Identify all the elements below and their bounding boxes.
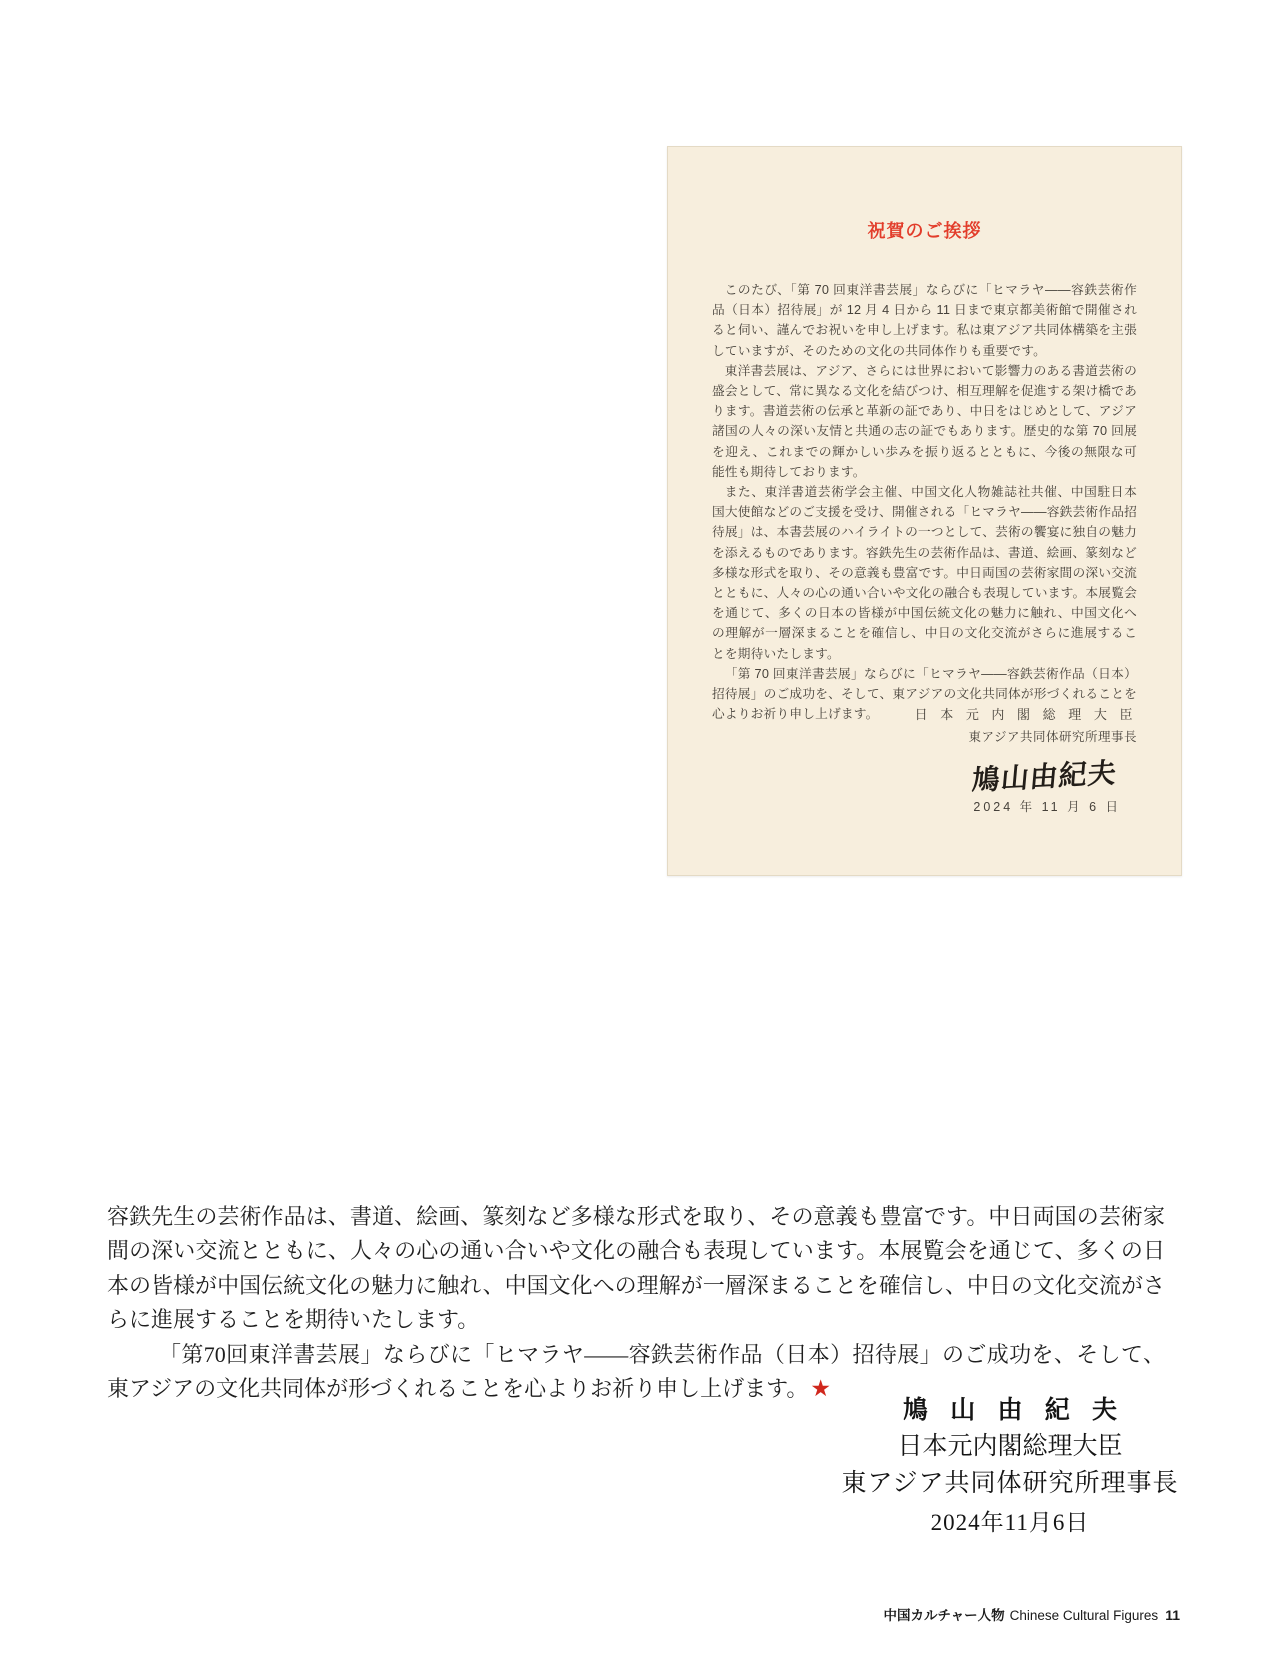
signoff-date: 2024 年 11 月 6 日 bbox=[973, 800, 1121, 814]
letter-card bbox=[667, 146, 1182, 876]
article-paragraph: 容鉄先生の芸術作品は、書道、絵画、篆刻など多様な形式を取り、その意義も豊富です。中日両国の芸術家間の深い交流とともに、人々の心の通い合いや文化の融合も表現しています。本展覧会を通じて、多くの日本の皆様が中国伝統文化の魅力に触れ、中国文化への理解が一層深まることを確信し、中日の文化交流がさらに進展することを期待いたします。 bbox=[107, 1204, 1165, 1333]
page-footer bbox=[884, 1606, 1181, 1625]
journal-title-en: Chinese Cultural Figures bbox=[1009, 1608, 1159, 1623]
signature-wrap bbox=[915, 748, 1137, 797]
signoff-title-former-pm: 日 本 元 内 閣 総 理 大 臣 bbox=[914, 707, 1137, 722]
end-star-icon: ★ bbox=[810, 1376, 831, 1402]
author-title-institute: 東アジア共同体研究所理事長 bbox=[841, 1470, 1179, 1497]
letter-paragraph: また、東洋書道芸術学会主催、中国文化人物雑誌社共催、中国駐日本国大使館などのご支援を受け、開催される「ヒマラヤ——容鉄芸術作品招待展」は、本書芸展のハイライトの一つとして、芸術の饗宴に独自の魅力を添えるものであります。容鉄先生の芸術作品は、書道、絵画、篆刻など多様な形式を取り、その意義も豊富です。中日両国の芸術家間の深い交流とともに、人々の心の通い合いや文化の融合も表現しています。本展覧会を通じて、多くの日本の皆様が中国伝統文化の魅力に触れ、中国文化への理解が一層深まることを確信し、中日の文化交流がさらに進展することを期待いたします。 bbox=[712, 485, 1137, 661]
author-title-former-pm: 日本元内閣総理大臣 bbox=[897, 1433, 1123, 1460]
letter-title: 祝賀のご挨拶 bbox=[867, 221, 982, 241]
letter-paragraph: 東洋書芸展は、アジア、さらには世界において影響力のある書道芸術の盛会として、常に異なる文化を結びつけ、相互理解を促進する架け橋であります。書道芸術の伝承と革新の証であり、中日をはじめとして、アジア諸国の人々の深い友情と共通の志の証でもあります。歴史的な第 70 回展を迎え、これまでの輝かしい歩みを振り返るとともに、今後の無限な可能性も期待しております。 bbox=[712, 363, 1137, 479]
letter-paragraph: 「第 70 回東洋書芸展」ならびに「ヒマラヤ——容鉄芸術作品（日本）招待展」のご成功を、そして、東アジアの文化共同体が形づくれることを心よりお祈り申し上げます。 bbox=[712, 666, 1137, 722]
journal-title-jp: 中国カルチャー人物 bbox=[883, 1608, 1005, 1623]
letter-signoff bbox=[915, 703, 1137, 817]
article-signature-block bbox=[740, 1392, 1270, 1543]
article-body-text bbox=[107, 1200, 1165, 1406]
closing-text: 「第70回東洋書芸展」ならびに「ヒマラヤ——容鉄芸術作品（日本）招待展」のご成功を、そして、東アジアの文化共同体が形づくれることを心よりお祈り申し上げます。 bbox=[107, 1341, 1165, 1402]
author-name: 鳩 山 由 紀 夫 bbox=[902, 1397, 1125, 1424]
handwritten-signature: 鳩山由紀夫 bbox=[970, 758, 1119, 797]
letter-body bbox=[712, 280, 1137, 724]
letter-paragraph: このたび、「第 70 回東洋書芸展」ならびに「ヒマラヤ——容鉄芸術作品（日本）招待展」が 12 月 4 日から 11 日まで東京都美術館で開催されると伺い、謹んでお祝いを申し上げます。私は東アジア共同体構築を主張していますが、そのための文化の共同体作りも重要です。 bbox=[712, 283, 1137, 358]
article-date: 2024年11月6日 bbox=[930, 1510, 1090, 1535]
signoff-title-institute: 東アジア共同体研究所理事長 bbox=[968, 730, 1137, 744]
page-number: 11 bbox=[1165, 1607, 1180, 1623]
